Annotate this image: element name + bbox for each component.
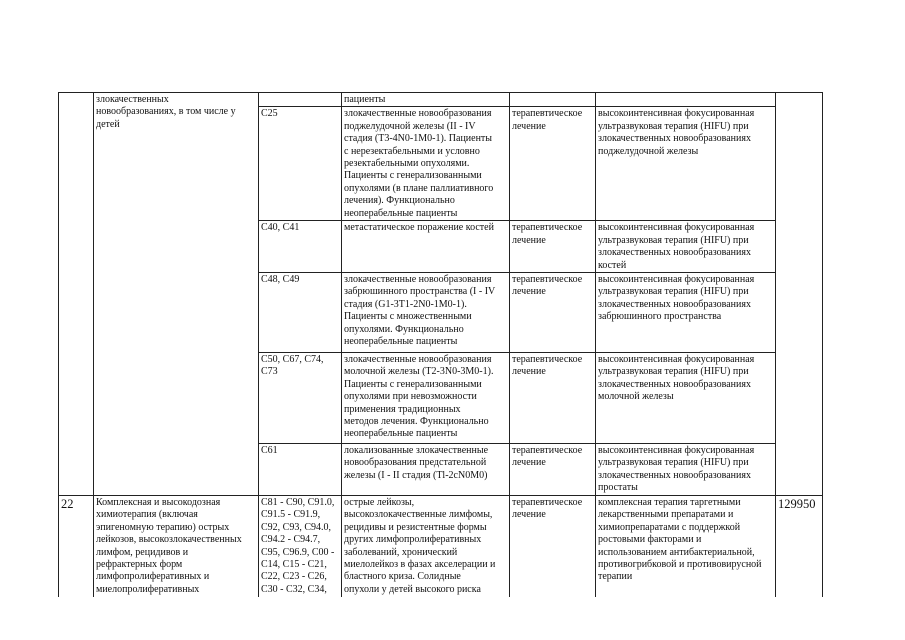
treatment-type-cell: терапевтическое лечение bbox=[510, 273, 596, 353]
treatment-type-cell: терапевтическое лечение bbox=[510, 221, 596, 273]
row-number-cell: 22 bbox=[59, 496, 94, 597]
treatment-method-cell: высокоинтенсивная фокусированная ультразвуковая терапия (HIFU) при злокачественных новообразованиях простаты bbox=[596, 444, 776, 496]
patient-model-cell: локализованные злокачественные новообразования предстательной железы (I - II стадия (Tl-2cN0M0) bbox=[342, 444, 510, 496]
patient-model-cell: злокачественные новообразования молочной железы (T2-3N0-3M0-1). Пациенты с генерализованными опухолями при невозможности применения традиционных методов лечения. Функционально неоперабельные пациенты bbox=[342, 353, 510, 444]
procedure-name-cell bbox=[94, 93, 259, 496]
code-cell: C25 bbox=[259, 107, 342, 221]
treatment-method-cell: высокоинтенсивная фокусированная ультразвуковая терапия (HIFU) при злокачественных новообразованиях забрюшинного пространства bbox=[596, 273, 776, 353]
table-row bbox=[59, 93, 823, 107]
treatment-method-cell: высокоинтенсивная фокусированная ультразвуковая терапия (HIFU) при злокачественных новообразованиях молочной железы bbox=[596, 353, 776, 444]
procedure-name-cell: Комплексная и высокодозная химиотерапия (включая эпигеномную терапию) острых лейкозов, высокозлокачественных лимфом, рецидивов и рефрактерных форм лимфопролиферативных и миелопролиферативных bbox=[94, 496, 259, 597]
code-cell: C81 - C90, C91.0, C91.5 - C91.9, C92, C93, C94.0, C94.2 - C94.7, C95, C96.9, C00 - C14, C15 - C21, C22, C23 - C26, C30 - C32, C34, bbox=[259, 496, 342, 597]
treatment-type-cell: терапевтическое лечение bbox=[510, 496, 596, 597]
code-cell: C48, C49 bbox=[259, 273, 342, 353]
treatment-type-cell: терапевтическое лечение bbox=[510, 444, 596, 496]
code-cell: C50, C67, C74, C73 bbox=[259, 353, 342, 444]
code-cell: C61 bbox=[259, 444, 342, 496]
code-cell bbox=[259, 93, 342, 107]
treatment-type-cell: терапевтическое лечение bbox=[510, 353, 596, 444]
cost-cell bbox=[776, 93, 823, 496]
patient-model-cell: злокачественные новообразования поджелудочной железы (II - IV стадия (T3-4N0-1M0-1). Пациенты с нерезектабельными и условно резектабельными опухолями. Пациенты с генерализованными опухолями (в плане паллиативного лечения). Функционально неоперабельные пациенты bbox=[342, 107, 510, 221]
treatment-method-cell: высокоинтенсивная фокусированная ультразвуковая терапия (HIFU) при злокачественных новообразованиях костей bbox=[596, 221, 776, 273]
table-row bbox=[59, 496, 823, 597]
patient-model-cell: метастатическое поражение костей bbox=[342, 221, 510, 273]
treatment-type-cell bbox=[510, 93, 596, 107]
patient-model-cell: острые лейкозы, высокозлокачественные лимфомы, рецидивы и резистентные формы других лимфопролиферативных заболеваний, хронический миелолейкоз в фазах акселерации и бластного криза. Солидные опухоли у детей высокого риска bbox=[342, 496, 510, 597]
treatment-method-cell bbox=[596, 93, 776, 107]
patient-model-cell: пациенты bbox=[342, 93, 510, 107]
treatment-type-cell: терапевтическое лечение bbox=[510, 107, 596, 221]
treatment-method-cell: комплексная терапия таргетными лекарственными препаратами и химиопрепаратами с поддержкой ростовыми факторами и использованием антибактериальной, противогрибковой и противовирусной терапии bbox=[596, 496, 776, 597]
cost-cell: 129950 bbox=[776, 496, 823, 597]
patient-model-cell: злокачественные новообразования забрюшинного пространства (I - IV стадия (G1-3T1-2N0-1M0-1). Пациенты с множественными опухолями. Функционально неоперабельные пациенты bbox=[342, 273, 510, 353]
vmp-table bbox=[58, 92, 823, 597]
code-cell: C40, C41 bbox=[259, 221, 342, 273]
treatment-method-cell: высокоинтенсивная фокусированная ультразвуковая терапия (HIFU) при злокачественных новообразованиях поджелудочной железы bbox=[596, 107, 776, 221]
procedure-name-text: злокачественных новообразованиях, в том числе у детей bbox=[96, 94, 236, 130]
row-number-cell bbox=[59, 93, 94, 496]
